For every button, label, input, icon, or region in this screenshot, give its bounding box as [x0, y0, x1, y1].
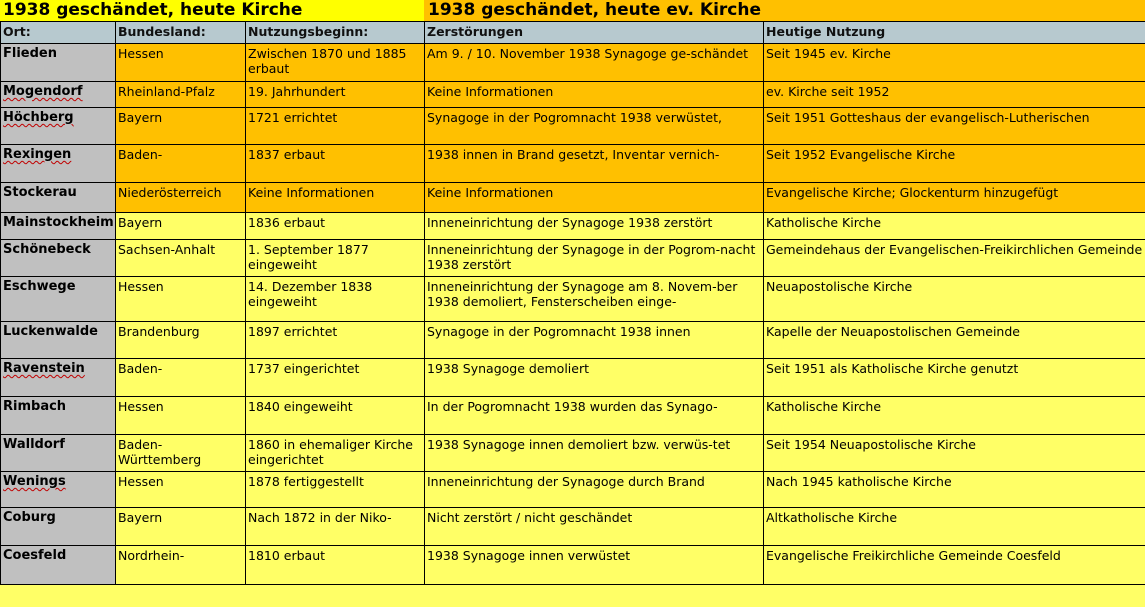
cell-ort[interactable] [1, 508, 116, 546]
cell-heutige-nutzung[interactable]: Nach 1945 katholische Kirche [764, 472, 1145, 508]
cell-heutige-nutzung[interactable]: Seit 1945 ev. Kirche [764, 44, 1145, 82]
cell-bundesland[interactable]: Baden- [116, 145, 246, 183]
ort-label: Höchberg [3, 110, 74, 125]
ort-label: Walldorf [3, 437, 65, 452]
cell-bundesland[interactable]: Brandenburg [116, 322, 246, 359]
cell-ort[interactable] [1, 44, 116, 82]
cell-nutzungsbeginn[interactable]: 1737 eingerichtet [246, 359, 425, 397]
cell-nutzungsbeginn[interactable]: 19. Jahrhundert [246, 82, 425, 108]
cell-zerstoerungen[interactable]: Inneneinrichtung der Synagoge 1938 zerstört [425, 213, 764, 240]
cell-heutige-nutzung[interactable]: Evangelische Kirche; Glockenturm hinzugefügt [764, 183, 1145, 213]
table-row [1, 435, 1145, 472]
table-row [1, 108, 1145, 145]
table-row [1, 145, 1145, 183]
cell-nutzungsbeginn[interactable]: 1837 erbaut [246, 145, 425, 183]
cell-heutige-nutzung[interactable]: Neuapostolische Kirche [764, 277, 1145, 322]
cell-bundesland[interactable]: Nordrhein- [116, 546, 246, 585]
header-nutzungsbeginn[interactable]: Nutzungsbeginn: [246, 22, 425, 44]
ort-label: Luckenwalde [3, 324, 98, 339]
table-body [1, 44, 1145, 585]
cell-bundesland[interactable]: Hessen [116, 472, 246, 508]
cell-heutige-nutzung[interactable]: Gemeindehaus der Evangelischen-Freikirchlichen Gemeinde [764, 240, 1145, 277]
ort-label: Coesfeld [3, 548, 67, 563]
ort-label: Stockerau [3, 185, 77, 200]
title-left-cell[interactable]: 1938 geschändet, heute Kirche [0, 0, 424, 21]
cell-bundesland[interactable]: Niederösterreich [116, 183, 246, 213]
cell-zerstoerungen[interactable]: Keine Informationen [425, 183, 764, 213]
cell-heutige-nutzung[interactable]: Seit 1954 Neuapostolische Kirche [764, 435, 1145, 472]
cell-nutzungsbeginn[interactable]: 14. Dezember 1838 eingeweiht [246, 277, 425, 322]
cell-zerstoerungen[interactable]: 1938 Synagoge innen demoliert bzw. verwüs-tet [425, 435, 764, 472]
table-row [1, 397, 1145, 435]
cell-nutzungsbeginn[interactable]: Zwischen 1870 und 1885 erbaut [246, 44, 425, 82]
table-row [1, 322, 1145, 359]
cell-nutzungsbeginn[interactable]: 1. September 1877 eingeweiht [246, 240, 425, 277]
table-row [1, 472, 1145, 508]
table-row [1, 183, 1145, 213]
header-bundesland[interactable]: Bundesland: [116, 22, 246, 44]
header-row [1, 22, 1145, 44]
cell-ort[interactable] [1, 277, 116, 322]
cell-ort[interactable] [1, 183, 116, 213]
cell-nutzungsbeginn[interactable]: 1721 errichtet [246, 108, 425, 145]
cell-heutige-nutzung[interactable]: Seit 1951 als Katholische Kirche genutzt [764, 359, 1145, 397]
cell-zerstoerungen[interactable]: 1938 Synagoge innen verwüstet [425, 546, 764, 585]
cell-zerstoerungen[interactable]: 1938 Synagoge demoliert [425, 359, 764, 397]
title-row [0, 0, 1145, 21]
cell-heutige-nutzung[interactable]: Katholische Kirche [764, 213, 1145, 240]
ort-label: Eschwege [3, 279, 76, 294]
cell-ort[interactable] [1, 213, 116, 240]
cell-zerstoerungen[interactable]: Synagoge in der Pogromnacht 1938 verwüstet, [425, 108, 764, 145]
cell-ort[interactable] [1, 435, 116, 472]
cell-heutige-nutzung[interactable]: Kapelle der Neuapostolischen Gemeinde [764, 322, 1145, 359]
cell-zerstoerungen[interactable]: Inneneinrichtung der Synagoge durch Brand [425, 472, 764, 508]
cell-heutige-nutzung[interactable]: Seit 1951 Gotteshaus der evangelisch-Lutherischen [764, 108, 1145, 145]
cell-nutzungsbeginn[interactable]: 1860 in ehemaliger Kirche eingerichtet [246, 435, 425, 472]
cell-heutige-nutzung[interactable]: Seit 1952 Evangelische Kirche [764, 145, 1145, 183]
cell-nutzungsbeginn[interactable]: 1836 erbaut [246, 213, 425, 240]
header-heutige-nutzung[interactable]: Heutige Nutzung [764, 22, 1145, 44]
cell-ort[interactable] [1, 82, 116, 108]
header-zerstoerungen[interactable]: Zerstörungen [425, 22, 764, 44]
data-table [0, 21, 1145, 585]
cell-nutzungsbeginn[interactable]: 1897 errichtet [246, 322, 425, 359]
cell-bundesland[interactable]: Hessen [116, 397, 246, 435]
cell-bundesland[interactable]: Baden-Württemberg [116, 435, 246, 472]
cell-bundesland[interactable]: Sachsen-Anhalt [116, 240, 246, 277]
cell-ort[interactable] [1, 322, 116, 359]
table-row [1, 359, 1145, 397]
cell-bundesland[interactable]: Rheinland-Pfalz [116, 82, 246, 108]
cell-ort[interactable] [1, 240, 116, 277]
ort-label: Rimbach [3, 399, 67, 414]
cell-nutzungsbeginn[interactable]: 1810 erbaut [246, 546, 425, 585]
cell-nutzungsbeginn[interactable]: 1878 fertiggestellt [246, 472, 425, 508]
cell-bundesland[interactable]: Bayern [116, 108, 246, 145]
header-ort[interactable]: Ort: [1, 22, 116, 44]
table-row [1, 277, 1145, 322]
cell-heutige-nutzung[interactable]: ev. Kirche seit 1952 [764, 82, 1145, 108]
cell-nutzungsbeginn[interactable]: 1840 eingeweiht [246, 397, 425, 435]
cell-zerstoerungen[interactable]: Nicht zerstört / nicht geschändet [425, 508, 764, 546]
table-row [1, 240, 1145, 277]
cell-zerstoerungen[interactable]: Keine Informationen [425, 82, 764, 108]
cell-ort[interactable] [1, 145, 116, 183]
table-row [1, 44, 1145, 82]
ort-label: Coburg [3, 510, 56, 525]
cell-heutige-nutzung[interactable]: Altkatholische Kirche [764, 508, 1145, 546]
cell-bundesland[interactable]: Hessen [116, 44, 246, 82]
cell-ort[interactable] [1, 359, 116, 397]
cell-ort[interactable] [1, 472, 116, 508]
ort-label: Ravenstein [3, 361, 85, 376]
cell-ort[interactable] [1, 108, 116, 145]
ort-label: Mainstockheim [3, 215, 114, 230]
title-right-cell[interactable]: 1938 geschändet, heute ev. Kirche [424, 0, 1145, 21]
cell-nutzungsbeginn[interactable]: Keine Informationen [246, 183, 425, 213]
cell-zerstoerungen[interactable]: In der Pogromnacht 1938 wurden das Synago- [425, 397, 764, 435]
cell-zerstoerungen[interactable]: Inneneinrichtung der Synagoge am 8. Novem-ber 1938 demoliert, Fensterscheiben einge- [425, 277, 764, 322]
ort-label: Schönebeck [3, 242, 91, 257]
cell-zerstoerungen[interactable]: 1938 innen in Brand gesetzt, Inventar vernich- [425, 145, 764, 183]
cell-zerstoerungen[interactable]: Am 9. / 10. November 1938 Synagoge ge-schändet [425, 44, 764, 82]
cell-zerstoerungen[interactable]: Inneneinrichtung der Synagoge in der Pogrom-nacht 1938 zerstört [425, 240, 764, 277]
table-row [1, 213, 1145, 240]
table-row [1, 546, 1145, 585]
ort-label: Flieden [3, 46, 57, 61]
ort-label: Rexingen [3, 147, 72, 162]
cell-bundesland[interactable]: Hessen [116, 277, 246, 322]
cell-ort[interactable] [1, 397, 116, 435]
ort-label: Mogendorf [3, 84, 83, 99]
table-row [1, 82, 1145, 108]
cell-bundesland[interactable]: Bayern [116, 508, 246, 546]
cell-bundesland[interactable]: Baden- [116, 359, 246, 397]
ort-label: Wenings [3, 474, 66, 489]
cell-heutige-nutzung[interactable]: Katholische Kirche [764, 397, 1145, 435]
cell-ort[interactable] [1, 546, 116, 585]
cell-bundesland[interactable]: Bayern [116, 213, 246, 240]
cell-heutige-nutzung[interactable]: Evangelische Freikirchliche Gemeinde Coesfeld [764, 546, 1145, 585]
cell-nutzungsbeginn[interactable]: Nach 1872 in der Niko- [246, 508, 425, 546]
cell-zerstoerungen[interactable]: Synagoge in der Pogromnacht 1938 innen [425, 322, 764, 359]
table-row [1, 508, 1145, 546]
